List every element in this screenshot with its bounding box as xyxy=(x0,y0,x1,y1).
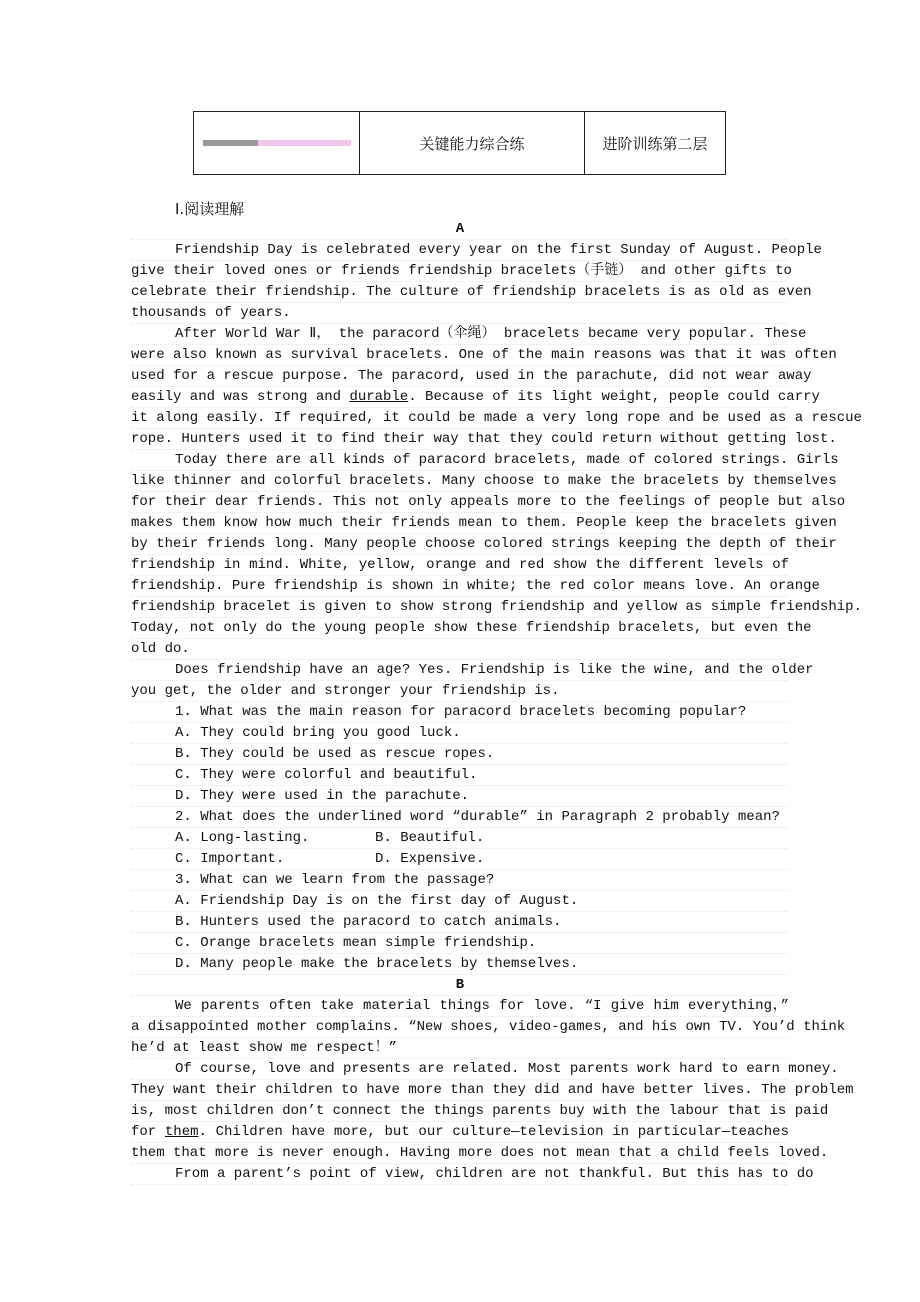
answer-option-row xyxy=(131,723,789,744)
answer-option: D. Expensive. xyxy=(375,851,485,867)
paragraph-line: We parents often take material things for love. “I give him everything，” xyxy=(131,996,789,1017)
paragraph-line: them that more is never enough. Having more does not mean that a child feels loved. xyxy=(131,1143,789,1164)
answer-option-row xyxy=(131,891,789,912)
answer-option-row xyxy=(131,786,789,807)
paragraph-line: he’d at least show me respect！” xyxy=(131,1038,789,1059)
document-body xyxy=(131,219,862,1185)
question-stem: 2. What does the underlined word “durable” in Paragraph 2 probably mean? xyxy=(131,807,789,828)
paragraph-line: give their loved ones or friends friendship bracelets（手链） and other gifts to xyxy=(131,261,789,282)
paragraph-line: friendship. Pure friendship is shown in white; the red color means love. An orange xyxy=(131,576,789,597)
paragraph-line: friendship bracelet is given to show strong friendship and yellow as simple friendship. xyxy=(131,597,789,618)
answer-option-row xyxy=(131,765,789,786)
answer-option: D. Many people make the bracelets by themselves. xyxy=(175,956,579,972)
paragraph-line: rope. Hunters used it to find their way that they could return without getting lost. xyxy=(131,429,789,450)
paragraph-line: Does friendship have an age? Yes. Friendship is like the wine, and the older xyxy=(131,660,789,681)
answer-option: A. They could bring you good luck. xyxy=(175,725,461,741)
logo-bar-image xyxy=(203,140,351,146)
paragraph-line: thousands of years. xyxy=(131,303,789,324)
paragraph-line: From a parent’s point of view, children are not thankful. But this has to do xyxy=(131,1164,789,1185)
paragraph-line: They want their children to have more than they did and have better lives. The problem xyxy=(131,1080,789,1101)
answer-option: B. They could be used as rescue ropes. xyxy=(175,746,495,762)
paragraph-line: like thinner and colorful bracelets. Many choose to make the bracelets by themselves xyxy=(131,471,789,492)
answer-option-row xyxy=(131,933,789,954)
paragraph-line: After World War Ⅱ， the paracord（伞绳） bracelets became very popular. These xyxy=(131,324,789,345)
paragraph-line: for their dear friends. This not only appeals more to the feelings of people but also xyxy=(131,492,789,513)
answer-option-row xyxy=(131,849,789,870)
section-title: Ⅰ.阅读理解 xyxy=(175,200,245,218)
passage-label: A xyxy=(131,219,789,240)
answer-option: C. They were colorful and beautiful. xyxy=(175,767,478,783)
passage-label: B xyxy=(131,975,789,996)
paragraph-line: makes them know how much their friends mean to them. People keep the bracelets given xyxy=(131,513,789,534)
paragraph-line: Today there are all kinds of paracord bracelets, made of colored strings. Girls xyxy=(131,450,789,471)
header-title: 关键能力综合练 xyxy=(360,112,585,174)
answer-option: D. They were used in the parachute. xyxy=(175,788,470,804)
paragraph-line: were also known as survival bracelets. One of the main reasons was that it was often xyxy=(131,345,789,366)
answer-option: B. Beautiful. xyxy=(375,830,485,846)
answer-option: B. Hunters used the paracord to catch animals. xyxy=(175,914,562,930)
paragraph-line: a disappointed mother complains. “New shoes, video-games, and his own TV. You’d think xyxy=(131,1017,789,1038)
paragraph-line: for them. Children have more, but our culture—television in particular—teaches xyxy=(131,1122,789,1143)
answer-option-row xyxy=(131,828,789,849)
question-stem: 1. What was the main reason for paracord bracelets becoming popular? xyxy=(131,702,789,723)
header-level: 进阶训练第二层 xyxy=(602,134,708,153)
paragraph-line: you get, the older and stronger your friendship is. xyxy=(131,681,789,702)
paragraph-line: Today, not only do the young people show these friendship bracelets, but even the xyxy=(131,618,789,639)
paragraph-line: it along easily. If required, it could be made a very long rope and be used as a rescue xyxy=(131,408,789,429)
paragraph-line: Friendship Day is celebrated every year on the first Sunday of August. People xyxy=(131,240,789,261)
answer-option-row xyxy=(131,744,789,765)
header-logo-cell xyxy=(194,112,360,174)
paragraph-line: Of course, love and presents are related. Most parents work hard to earn money. xyxy=(131,1059,789,1080)
question-stem: 3. What can we learn from the passage? xyxy=(131,870,789,891)
answer-option: A. Friendship Day is on the first day of August. xyxy=(175,893,579,909)
paragraph-line: old do. xyxy=(131,639,789,660)
paragraph-line: friendship in mind. White, yellow, orange and red show the different levels of xyxy=(131,555,789,576)
paragraph-line: used for a rescue purpose. The paracord, used in the parachute, did not wear away xyxy=(131,366,789,387)
answer-option: C. Important. xyxy=(175,851,285,867)
underlined-word: them xyxy=(164,1124,199,1140)
answer-option: A. Long-lasting. xyxy=(175,830,310,846)
header-table xyxy=(193,111,726,175)
underlined-word: durable xyxy=(349,389,409,405)
paragraph-line: is, most children don’t connect the things parents buy with the labour that is paid xyxy=(131,1101,789,1122)
answer-option-row xyxy=(131,954,789,975)
paragraph-line: easily and was strong and durable. Because of its light weight, people could carry xyxy=(131,387,789,408)
paragraph-line: by their friends long. Many people choose colored strings keeping the depth of their xyxy=(131,534,789,555)
answer-option: C. Orange bracelets mean simple friendship. xyxy=(175,935,537,951)
answer-option-row xyxy=(131,912,789,933)
paragraph-line: celebrate their friendship. The culture of friendship bracelets is as old as even xyxy=(131,282,789,303)
